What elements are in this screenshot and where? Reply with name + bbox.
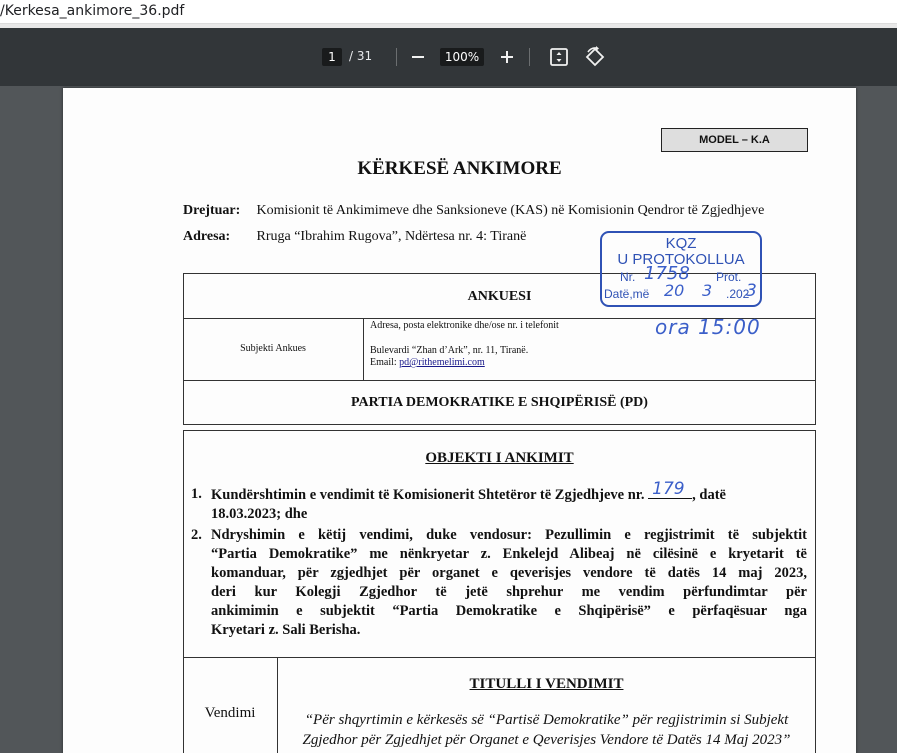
zoom-out-button[interactable] xyxy=(405,44,431,70)
contact-address: Bulevardi “Zhan d’Ark”, nr. 11, Tiranë. xyxy=(370,345,529,356)
page-total: / 31 xyxy=(349,49,373,63)
model-label: MODEL – K.A xyxy=(661,128,808,152)
drejtuar-line xyxy=(183,203,764,219)
address-bar[interactable] xyxy=(0,0,897,24)
pdf-toolbar xyxy=(0,28,897,86)
adresa-text: Rruga “Ibrahim Rugova”, Ndërtesa nr. 4: Tiranë xyxy=(256,229,527,244)
handwritten-year-digit: 3 xyxy=(746,281,757,301)
drejtuar-label: Drejtuar: xyxy=(183,203,241,218)
url-text[interactable]: /Kerkesa_ankimore_36.pdf xyxy=(0,3,185,19)
item-2-line: komanduar, për zgjedhjet për organet e qeverisjes vendore të datës 14 maj 2023, xyxy=(211,565,807,581)
ankuesi-title: ANKUESI xyxy=(467,289,532,304)
stamp-prot-label: Prot. xyxy=(716,270,742,284)
item-2-line: deri kur Kolegji Zgjedhor të jetë shprehur me vendim përfundimtar për xyxy=(211,584,807,600)
contact-header: Adresa, posta elektronike dhe/ose nr. i telefonit xyxy=(370,320,559,331)
objekti-item-2 xyxy=(191,526,807,640)
item-1-date-label: , datë xyxy=(692,487,726,503)
handwritten-day: 20 xyxy=(664,281,685,300)
objekti-title: OBJEKTI I ANKIMIT xyxy=(425,450,574,466)
handwritten-month: 3 xyxy=(702,281,713,300)
contact-email-label: Email: xyxy=(370,357,400,368)
handwritten-decision-number: 179 xyxy=(652,479,685,499)
subjekti-label: Subjekti Ankues xyxy=(240,343,306,354)
titulli-line-1: “Për shqyrtimin e kërkesës së “Partisë Demokratike” për regjistrimin si Subjekt xyxy=(304,712,789,728)
rotate-icon xyxy=(582,44,608,70)
item-2-line: Kryetari z. Sali Berisha. xyxy=(211,622,361,638)
stamp-protokollua: U PROTOKOLLUA xyxy=(617,251,745,268)
stamp-kqz: KQZ xyxy=(665,235,697,252)
party-name: PARTIA DEMOKRATIKE E SHQIPËRISË (PD) xyxy=(351,395,648,410)
contact-email[interactable]: pd@rithemelimi.com xyxy=(399,357,485,368)
stamp-date-label: Datë,më xyxy=(604,287,650,301)
vendimi-label: Vendimi xyxy=(204,705,256,721)
drejtuar-text: Komisionit të Ankimimeve dhe Sanksioneve (KAS) në Komisionin Qendror të Zgjedhjeve xyxy=(256,203,765,218)
zoom-in-button[interactable] xyxy=(494,44,520,70)
item-2-line: “Partia Demokratike” me nënkryetar z. Enkelejd Alibeaj në cilësinë e kryetarit të xyxy=(211,546,807,562)
stamp-year-prefix: .202 xyxy=(726,287,750,301)
contact-email-line xyxy=(370,357,485,368)
item-2-line: ankimimin e subjektit “Partia Demokratike e Shqipërisë” e përfaqësuar nga xyxy=(211,603,807,619)
item-number: 1. xyxy=(191,486,202,502)
pdf-page xyxy=(63,88,856,753)
page-number-input[interactable]: 1 xyxy=(322,48,342,66)
adresa-line xyxy=(183,229,526,245)
fit-page-button[interactable] xyxy=(546,44,572,70)
titulli-line-2: Zgjedhor për Zgjedhjet për Organet e Qeverisjes Vendore të Datës 14 Maj 2023” xyxy=(302,732,791,748)
titulli-title: TITULLI I VENDIMIT xyxy=(469,676,624,692)
table-divider xyxy=(183,380,816,381)
item-number: 2. xyxy=(191,527,202,543)
toolbar-separator xyxy=(529,48,530,66)
protocol-stamp xyxy=(600,231,762,307)
document-title: KËRKESË ANKIMORE xyxy=(357,158,562,179)
toolbar-separator xyxy=(396,48,397,66)
zoom-level-input[interactable]: 100% xyxy=(440,48,484,66)
handwritten-time: ora 15:00 xyxy=(655,315,761,339)
objekti-item-1 xyxy=(191,479,807,524)
minus-icon xyxy=(405,44,431,70)
item-1-text: Kundërshtimin e vendimit të Komisionerit Shtetëror të Zgjedhjeve nr. xyxy=(211,487,645,503)
stamp-nr-label: Nr. xyxy=(620,270,636,284)
adresa-label: Adresa: xyxy=(183,229,231,244)
handwritten-decision-blank xyxy=(648,479,692,499)
item-1-line-2: 18.03.2023; dhe xyxy=(211,506,308,522)
item-2-line: Ndryshimin e këtij vendimi, duke vendosur: Pezullimin e regjistrimit të subjektit xyxy=(211,527,807,543)
rotate-button[interactable] xyxy=(582,44,608,70)
handwritten-number: 1758 xyxy=(644,263,690,284)
item-1-line-1 xyxy=(211,479,807,505)
plus-icon xyxy=(494,44,520,70)
table-divider xyxy=(363,318,364,380)
fit-page-icon xyxy=(546,44,572,70)
